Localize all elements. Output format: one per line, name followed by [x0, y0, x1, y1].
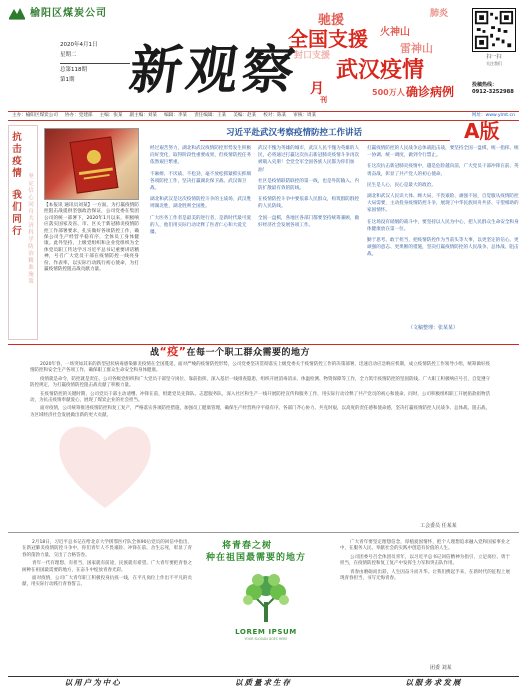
section3-title-line2: 种在祖国最需要的地方 [206, 553, 307, 563]
hotline-label: 投稿热线： [472, 82, 498, 88]
heart-watermark-icon [50, 410, 160, 520]
section-divider [8, 532, 519, 533]
article-paragraph: 社区是疫情联防联控的第一线，也是外防输入、内防扩散最有效的防线。 [258, 178, 360, 192]
wordcloud-word: 刊 [320, 96, 327, 104]
article-paragraph: 面对疫情，公司广大青年职工积极投身抗疫一线，在平凡岗位上作出不平凡的贡献，用实际行动践行青春誓言。 [22, 576, 192, 588]
section2-title: 战“疫”在每一个职工群众需要的地方 [150, 345, 310, 358]
issue-info [60, 42, 130, 88]
credit-item: 副主编：刘某 [129, 112, 158, 118]
article-paragraph: 湖北和武汉是这次疫情防控斗争的主战场，武汉胜则湖北胜，湖北胜则全国胜。 [150, 197, 252, 210]
section3-signature: 团委 刘某 [430, 665, 452, 671]
article-paragraph: 湖北和武汉人民识大体、顾大局，不畏艰险、顽强不屈，自觉服从疫情防控大局需要，主动投身疫情防控斗争，展现了中华民族同舟共济、守望相助的家国情怀。 [367, 194, 519, 214]
article-paragraph: 经过艰苦努力，湖北和武汉疫情防控形势发生积极向好变化，取得阶段性重要成果，但疫情防控任务依然艰巨繁重。 [150, 146, 252, 166]
wordcloud-word: 火神山 [380, 27, 410, 38]
footer-slogan: 以用户为中心 [64, 678, 122, 688]
party-emblem-icon [86, 149, 102, 165]
section2-signature: 工会委员 任某某 [420, 523, 457, 529]
org-name: 榆阳区煤炭公司 [30, 8, 107, 19]
website-link[interactable]: 网址：www.ylmt.cn [471, 112, 515, 118]
article-paragraph: 在疫情防控的关键时期，公司党员干部主动请缨、冲锋在前，组建党员先锋队、志愿服务队，深入社区和生产一线开展防控宣传和服务工作，用实际行动诠释了共产党员的初心和使命。同时，公司积极组织职工开展捐款捐物活动，为抗击疫情奉献爱心，展现了煤炭企业的社会担当。 [30, 391, 490, 404]
party-book-icon [70, 136, 119, 193]
article-paragraph: 青春由磨砺而出彩，人生因奋斗而升华。让我们携起手来，在新时代的征程上展现青春担当，书写无悔青春。 [340, 569, 510, 582]
lead-article-text: 【本报讯 通讯员刘某】一方面，为打赢疫情防控阻击战提供坚强政治保证，公司党委在集团公司的统一部署下，2020年1月以来，积极响应落实国家及省、市、区关于新冠肺炎疫情防控工作部署要求，扎实做好各项防控工作，确保公司生产经营平稳有序，全体员工身体健康。此外坚持，上级党组织和企业党组织为全体党员职工传达学习习近平总书记重要讲话精神，号召广大党员干部在疫情防控一线亮身份、作表率，以实际行动践行初心使命，为打赢疫情防控阻击战贡献力量。 [44, 203, 139, 273]
wordcloud-word: 武汉疫情 [336, 58, 425, 83]
hotline-number: 0912-3252988 [472, 89, 514, 95]
main-headline: 习近平赴武汉考察疫情防控工作讲话 [226, 128, 363, 138]
slogan-top: 抗击疫情 [12, 132, 22, 179]
article-paragraph: 广大医务工作者是最美的逆行者，是新时代最可爱的人，他们用实际行动诠释了医者仁心和大爱无疆。 [150, 215, 252, 236]
masthead-title: 新观察 [125, 40, 303, 101]
edition-label: A版 [464, 119, 500, 143]
wordcloud-word: 500万人 [372, 88, 405, 97]
credit-item: 主编：张某 [99, 112, 123, 118]
footer-slogan: 以服务求发展 [405, 678, 463, 688]
company-logo-icon [8, 6, 26, 20]
wordcloud [280, 0, 465, 110]
credit-item: 责任编辑：王某 [194, 112, 227, 118]
tree-logo-icon [236, 568, 296, 624]
credit-item: 协办：党建部 [64, 112, 93, 118]
credit-item: 美编：赵某 [233, 112, 257, 118]
footer-slogans [8, 676, 519, 690]
section2-body [30, 362, 490, 421]
credit-item: 编辑：李某 [164, 112, 188, 118]
article-column-2 [258, 145, 361, 233]
company-logo [8, 4, 168, 22]
slogan-watermark: 坚定信心同舟共济科学防治精准施策 [28, 174, 34, 285]
wordcloud-word: 驰援 [318, 13, 345, 28]
article-paragraph: 广大青年要坚定理想信念，厚植爱国情怀，把个人理想追求融入党和国家事业之中，在服务人民、奉献社会的实践中创造有价值的人生。 [340, 540, 510, 552]
article-paragraph: 勤于思考、敢于担当，把疫情防控作为当前头等大事，以更坚定的信心、更顽强的意志、更果断的措施，坚决打赢疫情防控的人民战争、总体战、阻击战。 [367, 238, 519, 258]
qr-sublabel: 关注我们 [486, 61, 502, 66]
article-paragraph: 青年一代有理想、有担当，国家就有前途，民族就有希望。广大青年要把青春之树种在祖国最需要的地方，在奋斗中绽放青春光彩。 [22, 561, 192, 573]
wordcloud-word: 肺炎 [430, 9, 449, 19]
article-column-3 [367, 145, 519, 263]
qr-code[interactable] [472, 8, 516, 52]
headline-rule [200, 140, 450, 141]
masthead-credits-bar [8, 111, 519, 121]
wordcloud-word: 月 [310, 81, 324, 97]
section3-right-body [340, 540, 510, 584]
wordcloud-word: 封口支援 [294, 51, 331, 61]
article-paragraph: 在疫情防控斗争中要依靠人民群众，构筑群防群控的人民防线。 [258, 197, 360, 210]
article-paragraph: 打赢疫情防控的人民战争总体战阻击战，要坚持全国一盘棋，统一指挥、统一协调、统一调度，做到令行禁止。 [367, 146, 519, 159]
article-paragraph: 公司团委号召全体团员青年，以习近平总书记回信精神为指引，立足岗位、勇于担当，在疫情防控和复工复产中发挥生力军和突击队作用。 [340, 554, 510, 567]
section3-left-body [22, 540, 192, 591]
logo-wordmark: LOREM IPSUM [235, 628, 297, 636]
article-column-1 [150, 145, 252, 240]
wordcloud-word: 全国支援 [288, 27, 368, 51]
article-paragraph: 武汉不愧为英雄的城市，武汉人民不愧为英雄的人民，必将通过打赢这次抗击新冠肺炎疫情斗争再次被载入史册！全党全军全国各族人民都为你们加油！ [258, 146, 360, 173]
credit-item: 主办：榆阳区煤炭公司 [12, 112, 58, 118]
article-paragraph: 2月18日，习近平总书记在给北京大学援鄂医疗队全体90后党员的回信中指出，在新冠肺炎疫情防控斗争中，你们青年人不畏艰险、冲锋在前、舍生忘死，彰显了青春的蓬勃力量，交出了合格答卷。 [22, 540, 192, 558]
footer-slogan: 以质量求生存 [234, 678, 292, 688]
qr-label: 扫一扫 [486, 54, 502, 60]
wordcloud-word: 确诊病例 [406, 85, 455, 99]
issue-weekday: 星期二 [60, 52, 130, 63]
article-paragraph: 全国一盘棋，各地区各部门都要坚持统筹兼顾，做好经济社会发展各项工作。 [258, 215, 360, 228]
article-paragraph: 不麻痹、不厌战、不松劲，毫不放松抓紧抓实抓细各项防控工作，坚决打赢湖北保卫战、武汉保卫战。 [150, 171, 252, 192]
article-paragraph: 在这次抗击新冠肺炎疫情中，越是危险越向前，广大党员干部冲锋在前、英勇奋战，彰显了共产党人的初心使命。 [367, 164, 519, 177]
issue-period: 第1期 [60, 77, 75, 84]
article-paragraph: 面对疫情，公司统筹推进疫情防控和复工复产，严格落实各项防控措施，加强员工健康管理，确保生产经营秩序平稳有序。各部门齐心协力、共克时艰，以高度的责任感和使命感，坚决打赢疫情防控人民战争、总体战、阻击战，为区域经济社会发展做出新的更大贡献。 [30, 406, 490, 418]
issue-number: 总第118期 [60, 66, 87, 73]
lead-photo [44, 128, 139, 200]
article-paragraph: 在这场没有硝烟的战斗中，要坚持以人民为中心，把人民群众生命安全和身体健康放在第一位。 [367, 219, 519, 232]
slogan-bottom: 我们同行 [12, 190, 22, 237]
article-paragraph: 2020年春，一场突如其来的新型冠状病毒感染肺炎疫情在全国蔓延，面对严峻的疫情防控形势，公司党委坚决贯彻落实上级党委关于疫情防控工作的决策部署，迅速启动应急响应机制，成立疫情防控工作领导小组，统筹做好疫情防控和安全生产各项工作，确保职工群众生命安全和身体健康。 [30, 362, 490, 374]
logo-tagline: YOUR SLOGAN GOES HERE [244, 637, 288, 641]
side-slogan-panel [8, 125, 38, 340]
article-paragraph: 疫情就是命令，防控就是责任。公司各级党组织和广大党员干部坚守岗位、靠前指挥，深入基层一线排查隐患，组织开展消毒消杀、体温检测、物资保障等工作，全力筑牢疫情防控的坚固防线。广大职工积极响应号召，自觉遵守防控规定，为打赢疫情防控阻击战贡献了积极力量。 [30, 376, 490, 389]
issue-date: 2020年4月1日 [60, 42, 98, 48]
credit-item: 审核：周某 [293, 112, 317, 118]
wordcloud-word: 雷神山 [400, 42, 433, 55]
article-author: （文稿整理：张某某） [408, 325, 459, 331]
article-paragraph: 民生是人心，民心是最大的政治。 [367, 182, 436, 188]
credit-item: 校对：陈某 [263, 112, 287, 118]
section3-title-line1: 将青春之树 [222, 541, 273, 551]
